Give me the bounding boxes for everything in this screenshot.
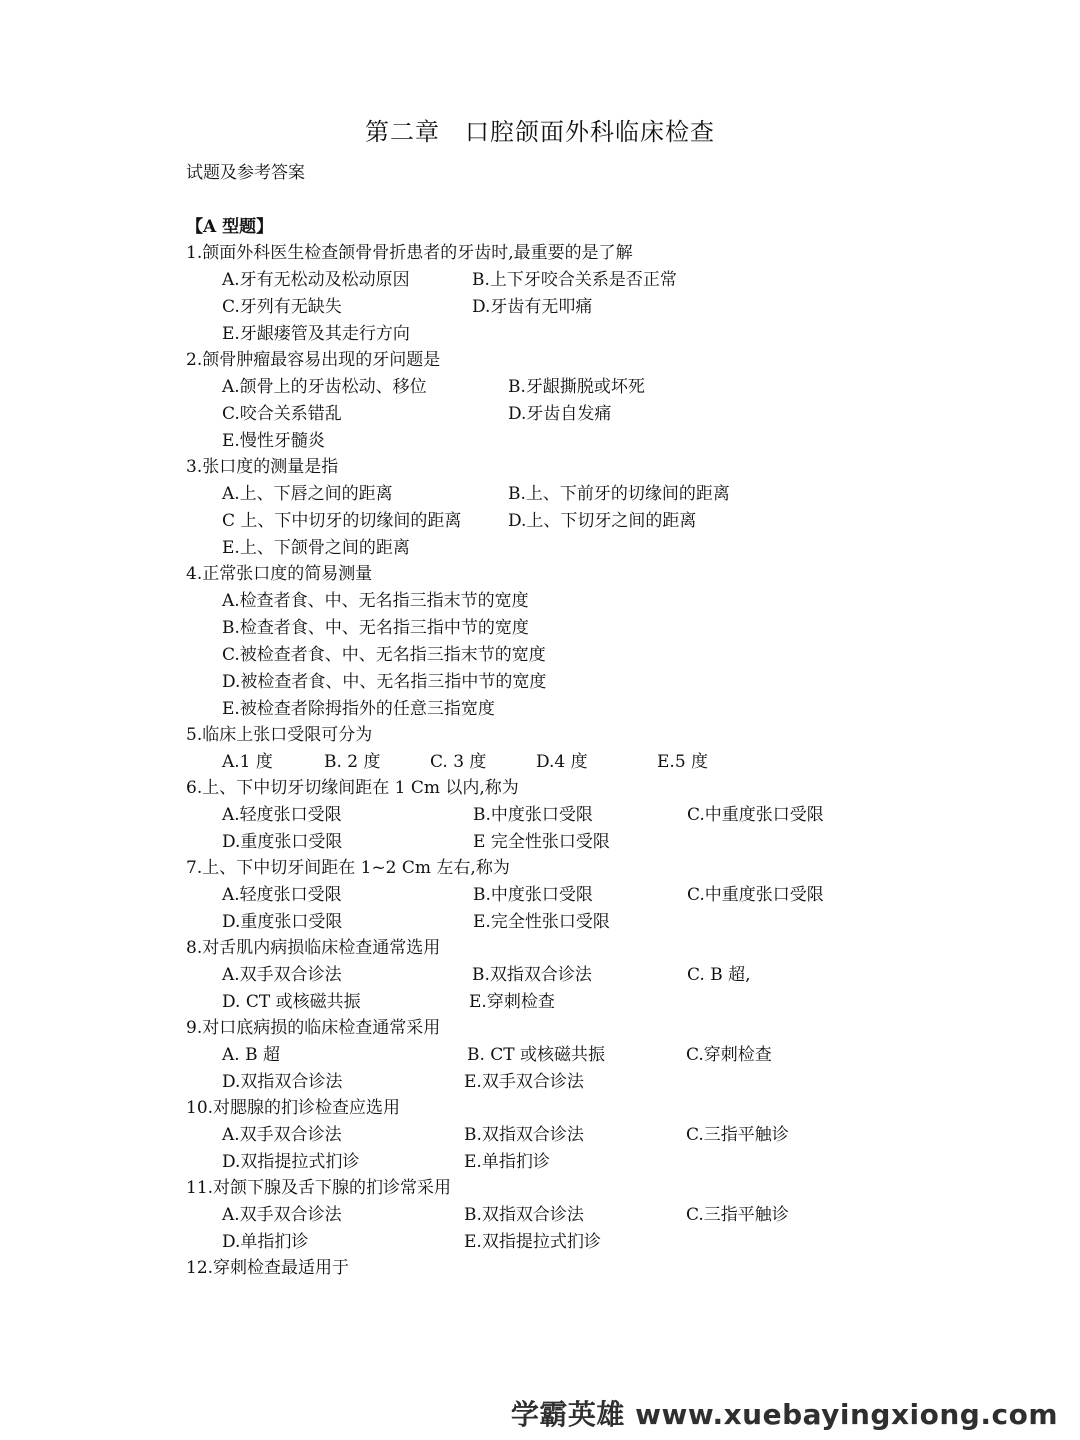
option: D.牙齿有无叩痛 [472,297,593,317]
question-10: 10.对腮腺的扪诊检查应选用 [186,1098,401,1118]
option: C. 3 度 [430,752,487,772]
option: C.被检查者食、中、无名指三指末节的宽度 [222,645,546,665]
option: E.双手双合诊法 [464,1072,584,1092]
section-heading: 【A 型题】 [186,217,274,237]
option: E.牙龈瘘管及其走行方向 [222,324,410,344]
option: D.重度张口受限 [222,912,343,932]
option: B.中度张口受限 [473,805,593,825]
question-1: 1.颌面外科医生检查颌骨骨折患者的牙齿时,最重要的是了解 [186,243,633,263]
option: B.双指双合诊法 [464,1205,584,1225]
option: B.双指双合诊法 [464,1125,584,1145]
option: E.5 度 [657,752,709,772]
option: E.被检查者除拇指外的任意三指宽度 [222,699,495,719]
option: C.中重度张口受限 [687,805,824,825]
option: C.中重度张口受限 [687,885,824,905]
option: B.检查者食、中、无名指三指中节的宽度 [222,618,529,638]
option: D.重度张口受限 [222,832,343,852]
option: A.牙有无松动及松动原因 [222,270,410,290]
option: C.穿刺检查 [686,1045,772,1065]
option: B.上下牙咬合关系是否正常 [472,270,677,290]
chapter-title: 第二章 口腔颌面外科临床检查 [365,118,715,146]
option: B.双指双合诊法 [472,965,592,985]
option: D.4 度 [536,752,588,772]
option: B.中度张口受限 [473,885,593,905]
option: D.牙齿自发痛 [508,404,612,424]
question-8: 8.对舌肌内病损临床检查通常选用 [186,938,441,958]
option: D.双指提拉式扪诊 [222,1152,360,1172]
option: C.牙列有无缺失 [222,297,342,317]
option: A.检查者食、中、无名指三指末节的宽度 [222,591,529,611]
question-6: 6.上、下中切牙切缘间距在 1 Cm 以内,称为 [186,778,519,798]
option: A.轻度张口受限 [222,885,342,905]
option: E.双指提拉式扪诊 [464,1232,601,1252]
option: C 上、下中切牙的切缘间的距离 [222,511,462,531]
subtitle: 试题及参考答案 [186,163,305,183]
option: B. 2 度 [324,752,381,772]
option: D. CT 或核磁共振 [222,992,361,1012]
option: A.上、下唇之间的距离 [222,484,393,504]
option: D.双指双合诊法 [222,1072,343,1092]
question-11: 11.对颌下腺及舌下腺的扪诊常采用 [186,1178,452,1198]
question-2: 2.颌骨肿瘤最容易出现的牙问题是 [186,350,441,370]
option: E.慢性牙髓炎 [222,431,325,451]
option: D.单指扪诊 [222,1232,309,1252]
option: C. B 超, [687,965,751,985]
question-7: 7.上、下中切牙间距在 1~2 Cm 左右,称为 [186,858,510,878]
option: B. CT 或核磁共振 [467,1045,606,1065]
option: A.双手双合诊法 [222,1125,342,1145]
option: E.穿刺检查 [469,992,555,1012]
option: C.三指平触诊 [686,1205,789,1225]
option: E.上、下颌骨之间的距离 [222,538,410,558]
question-5: 5.临床上张口受限可分为 [186,725,373,745]
option: C.咬合关系错乱 [222,404,342,424]
option: C.三指平触诊 [686,1125,789,1145]
question-4: 4.正常张口度的简易测量 [186,564,373,584]
option: E.完全性张口受限 [473,912,610,932]
option: D.上、下切牙之间的距离 [508,511,697,531]
option: B.牙龈撕脱或坏死 [508,377,645,397]
question-9: 9.对口底病损的临床检查通常采用 [186,1018,441,1038]
option: A. B 超 [222,1045,280,1065]
option: A.双手双合诊法 [222,1205,342,1225]
option: A.颌骨上的牙齿松动、移位 [222,377,427,397]
option: B.上、下前牙的切缘间的距离 [508,484,730,504]
option: E.单指扪诊 [464,1152,550,1172]
option: E 完全性张口受限 [473,832,610,852]
question-3: 3.张口度的测量是指 [186,457,339,477]
option: A.1 度 [222,752,273,772]
option: A.双手双合诊法 [222,965,342,985]
option: D.被检查者食、中、无名指三指中节的宽度 [222,672,547,692]
option: A.轻度张口受限 [222,805,342,825]
question-12: 12.穿刺检查最适用于 [186,1258,350,1278]
watermark: 学霸英雄 www.xuebayingxiong.com [510,1398,1058,1431]
